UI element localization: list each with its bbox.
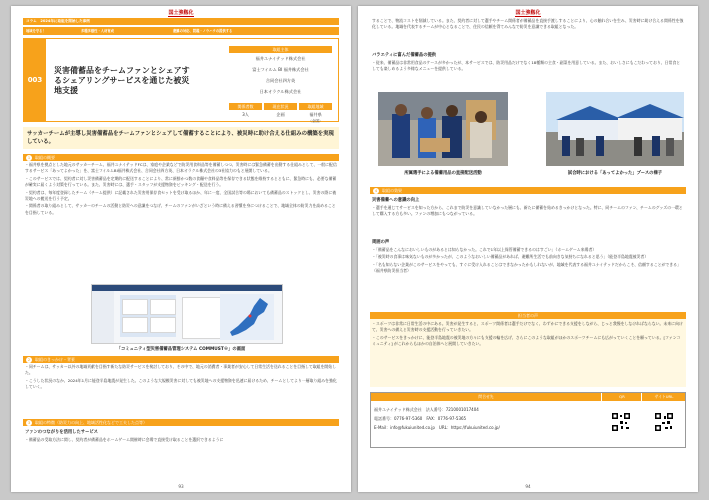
- voices-list: ・「備蓄品をこんなにおいしいものがあるとは知らなかった。これで1年以上保管備蓄できるのはすごい」（ホームゲーム来場者） ・「被災時の食事は味気ないものが多かったが、このようなおいしい備蓄品があれば、避難所生活でも前向きな気持ちになれると思う」（能登半島地震被災者） ・「名も知らない企業がこのサービスをやっても、すぐに受け入れることはできなかったかもしれないが、地域を代表する福井ユナイテッドだからこそ、信頼することができる」（福井県防災担当者）: [372, 247, 681, 274]
- section-2-header: 2 取組のきっかけ・背景: [23, 356, 339, 363]
- left-page: [11, 6, 351, 492]
- section-3-header: 3 取組の特徴（防災力の向上、地域活性化などで工夫した点等）: [23, 419, 339, 426]
- section-3-subtitle: ファンのつながりを活用したサービス: [25, 430, 98, 435]
- tag-bar: [23, 27, 339, 35]
- tag-2: 多種多様性・人材育成: [81, 29, 114, 33]
- section-2-body: ・同チームは、サッカー以外の地域貢献を目指す新たな防災サービスを検討しており、その中で、地元の消費者・事業者が安心して日常生活を送れることを目指して取組を開始した。 ・こうした状況のなか、2024年1月に能登半島地震が発生した。このような大規模災害に対しても被災地への支援物資を迅速に届けるため、チームとしてより一層取り組みを強化していく。: [25, 364, 337, 390]
- page-header: 国土強靱化: [168, 10, 194, 16]
- contact-details: 福井ユナイテッド株式会社 法人番号：7210001017404 電話番号：0776-97-5360 FAX：0776-97-5365 E-Mail：info@fukuiunited.co.jp URL：https://fukuiunited.co.jp/: [374, 407, 500, 430]
- case-number: 003: [24, 39, 46, 121]
- page-number: 93: [178, 484, 184, 489]
- stat-value-2: 企画: [276, 112, 285, 117]
- section-5-header: 担当者の声: [370, 312, 686, 319]
- page-header: 国土強靱化: [515, 10, 541, 16]
- qr-code-icon[interactable]: [612, 413, 630, 431]
- stat-value-1: 3人: [242, 112, 249, 117]
- case-title: 災害備蓄品をチームファンとシェアするシェアリングサービスを通じた被災地支援: [54, 66, 190, 95]
- system-screenshot: [91, 284, 283, 344]
- screenshot-caption: 「コミュニティ型災害備蓄品管理システム COMMUST®」の画面: [116, 347, 246, 352]
- stat-header-1: 関係者数: [229, 103, 262, 110]
- page-number: 94: [525, 484, 531, 489]
- site-qr-code-icon[interactable]: [655, 413, 673, 431]
- section-3-body: ・備蓄品の受取方法に関し、契約者が備蓄品をホームゲーム開催時に会場で直接受け取ることを選択できるように: [25, 437, 224, 442]
- case-summary: サッカーチームが主導し災害備蓄品をチームファンとシェアして備蓄することにより、被災時に助け合える仕組みの構築を実現している。: [23, 127, 339, 149]
- stat-header-3: 取組地域: [299, 103, 332, 110]
- column-bar: コラム 2024年に取組を開始した事例: [23, 18, 339, 25]
- tag-3: 避難の対応、問題・ノウハウの提供する: [173, 29, 233, 33]
- photo-caption-2: 試合時における「あってよかった」ブースの様子: [567, 171, 663, 176]
- variety-paragraph: ・従来、備蓄品は非常用食品のケースが多かったが、本サービスでは、防災用品だけでなく18種類の主食・副菜を用意している。また、おいしさにもこだわっており、日常食としても楽しめるよう多様なメニューを提供している。: [372, 60, 681, 72]
- entity-3: 合同会社四方英: [265, 78, 296, 83]
- stat-header-2: 現在状況: [264, 103, 297, 110]
- section-4-subtitle-2: 周囲の声: [372, 240, 390, 245]
- stat-value-3: 福井県: [309, 112, 322, 117]
- section-1-body: ・福井県を拠点とした地元のサッカーチーム、福井ユナイテッドFCは、家庭や企業などで防災用食料品等を備蓄しつつ、災害時には緊急備蓄を出動する仕組みとして、一般に配信するサービス「あってよかった」を、富士フイルムBI福井株式会社、合同会社四方英、日本オラクル株式会社の3社協力のもと展開している。 ・このサービスでは、契約者に対し災害備蓄品を定期的に配送することにより、常に新鮮かつ数の食糧や食料品等を保存できる状態を維持するとともに、緊急時にも、必要な備蓄が確実に届くよう対策を行っている。また、災害時には、選手・スタッフが支援物資をピッキング・配送を行う。 ・契約者は、毎年度登録したチーム（チーム提供）に記載された災害用保存食セットを受け取るほか、年に一度、全国試合等の場においても備蓄品のストックとし、災害の際に被災地への搬送を行う予定。 ・関係者の取り組みとして、サッカーのチームの活動と防災への意識をつなげ、チームのファンがいざという時に備える習慣を身につけることで、地域全体の防災力を高めることを目指している。: [25, 162, 337, 215]
- intro-paragraph: することで、物流コストを削減している。また、契約者に対して選手やチーム関係者が備蓄品を直接手渡しすることにより、心の触れ合いを生み、災害時に助け合える関係性を強化している。地域を代表するチームが中心となることで、住民の信頼を得てみんなで防災を意識できる取組となった。: [372, 18, 684, 30]
- section-1-header: 1 取組の概要: [23, 154, 339, 161]
- case-box: [23, 38, 339, 122]
- right-page: [358, 6, 698, 492]
- variety-title: バラエティに富んだ備蓄品の提供: [372, 53, 437, 58]
- section-4-body: ・選手を通じてサービスを知った方から、これまで防災を意識していなかった層にも、新たに備蓄を始めるきっかけとなった。特に、同チームのファン、チームのグッズの一環として購入する方も多い。ファンの増加にもつながっている。: [372, 205, 683, 217]
- photo-caption-1: 所属選手による備蓄用品の直接配送活動: [404, 171, 482, 176]
- entity-2: 富士フイルム BI 福井株式会社: [252, 67, 309, 72]
- entity-4: 日本オラクル株式会社: [259, 89, 302, 94]
- entity-header: 取組主体: [229, 46, 332, 53]
- contact-table: [370, 392, 686, 448]
- photo-booth: [546, 92, 684, 166]
- tag-1: 地域を守る！: [26, 29, 46, 33]
- contact-table-header: 問合せ先 QR サイトURL: [371, 393, 685, 401]
- entity-1: 福井ユナイテッド株式会社: [255, 56, 306, 61]
- photo-players: [378, 92, 508, 166]
- section-4-subtitle-1: 災害備蓄への意識の向上: [372, 198, 420, 203]
- stat-extra: （全国）: [308, 119, 323, 123]
- section-4-header: 4 取組の効果: [370, 187, 686, 194]
- japan-map-icon: [220, 294, 274, 340]
- section-5-body: ・スポーツは非常に日常生活の中にある。災害が発生すると、スポーツ関係者は選手だけでなく、わずかにできる支援をしながら、じっと我慢をしなければならない。未来に向けて、災害への備えと災害時の支援活動を行っていきたい。 ・このサービスをきっかけに、能登半島地震の被災地の方々にも支援の輪を広げ、さらにこのような取組がほかのスポーツチームにも広がっていくことを願っている。[ファンコミュニティ] がこれからもほかの自治体へと展開していきたい。: [372, 321, 683, 347]
